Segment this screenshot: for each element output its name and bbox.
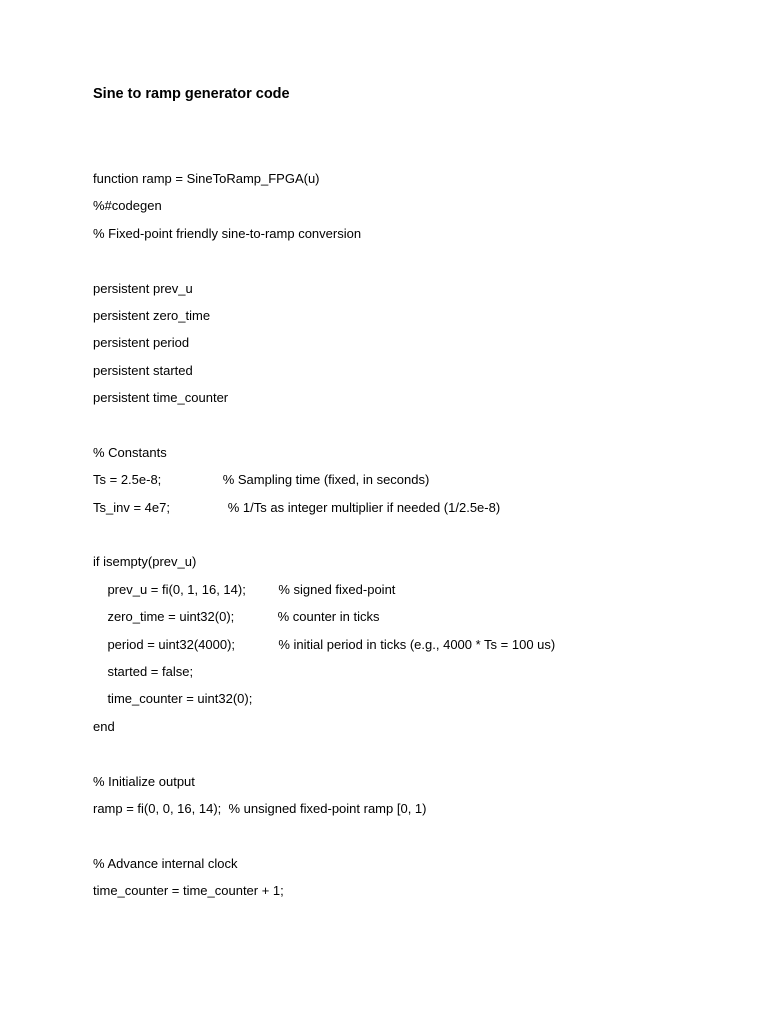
code-line <box>93 417 733 444</box>
code-line: persistent prev_u <box>93 280 193 296</box>
code-line: Ts_inv = 4e7; % 1/Ts as integer multiplier if needed (1/2.5e-8) <box>93 499 501 515</box>
code-line <box>93 526 733 553</box>
document-title: Sine to ramp generator code <box>93 86 290 102</box>
code-line: Ts = 2.5e-8; % Sampling time (fixed, in seconds) <box>93 472 430 488</box>
code-line: persistent started <box>93 362 193 378</box>
code-line: % Constants <box>93 444 167 460</box>
code-line: if isempty(prev_u) <box>93 554 197 570</box>
code-line: % Fixed-point friendly sine-to-ramp conversion <box>93 225 362 241</box>
code-line: period = uint32(4000); % initial period in ticks (e.g., 4000 * Ts = 100 us) <box>93 636 556 652</box>
code-line: started = false; <box>93 664 194 680</box>
code-line: persistent period <box>93 335 190 351</box>
code-line: persistent time_counter <box>93 390 229 406</box>
code-line: %#codegen <box>93 198 162 214</box>
code-line: function ramp = SineToRamp_FPGA(u) <box>93 171 320 186</box>
code-line: end <box>93 718 115 734</box>
code-line <box>93 745 733 772</box>
code-line: time_counter = uint32(0); <box>93 691 253 707</box>
code-line <box>93 827 733 854</box>
code-line: ramp = fi(0, 0, 16, 14); % unsigned fixed-point ramp [0, 1) <box>93 800 427 816</box>
code-line: time_counter = time_counter + 1; <box>93 883 284 899</box>
code-line <box>93 252 733 279</box>
code-line: prev_u = fi(0, 1, 16, 14); % signed fixed-point <box>93 581 396 597</box>
code-block <box>93 170 733 910</box>
code-line: % Advance internal clock <box>93 855 238 871</box>
code-line: persistent zero_time <box>93 307 211 323</box>
code-line: zero_time = uint32(0); % counter in ticks <box>93 609 380 625</box>
code-line: % Initialize output <box>93 773 195 789</box>
